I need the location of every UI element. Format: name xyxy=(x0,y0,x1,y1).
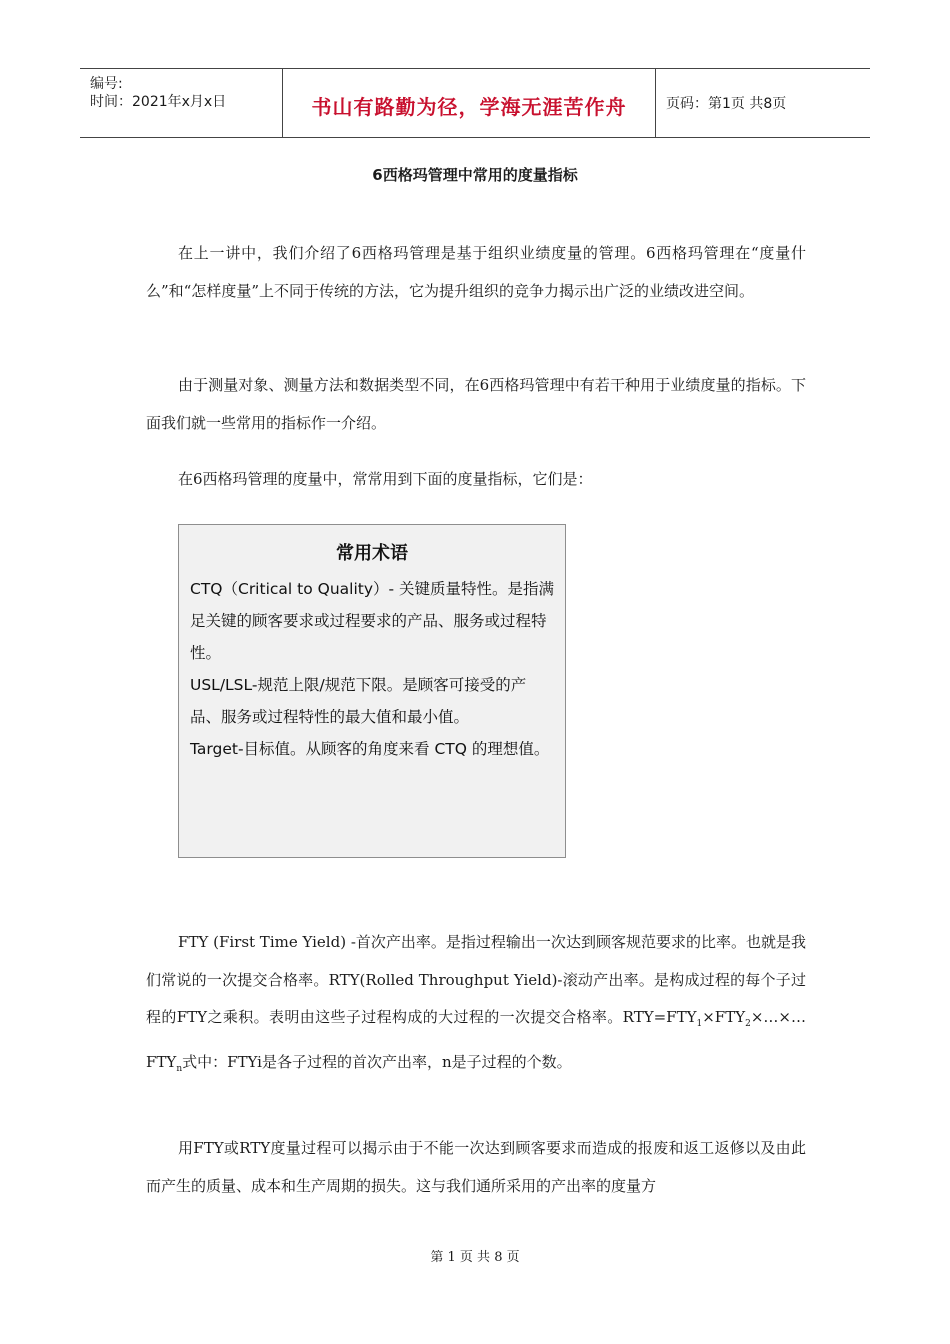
paragraph-fty-usage: 用FTY或RTY度量过程可以揭示由于不能一次达到顾客要求而造成的报废和返工返修以及由此而产生的质量、成本和生产周期的损失。这与我们通所采用的产出率的度量方 xyxy=(146,1139,806,1195)
paragraph-fty-rty xyxy=(146,924,806,1088)
term-entry-ctq: CTQ（Critical to Quality）- 关键质量特性。是指满足关键的顾客要求或过程要求的产品、服务或过程特性。 xyxy=(190,580,555,662)
terms-box-body xyxy=(190,573,556,765)
header-info-cell xyxy=(80,69,283,137)
header-motto: 书山有路勤为径，学海无涯苦作舟 xyxy=(311,95,627,119)
document-title: 6西格玛管理中常用的度量指标 xyxy=(372,166,578,184)
header-motto-cell xyxy=(283,69,656,137)
terms-box-title: 常用术语 xyxy=(336,543,408,564)
paragraph-metrics-lead: 在6西格玛管理的度量中，常常用到下面的度量指标，它们是： xyxy=(178,470,593,488)
document-number-label: 编号: xyxy=(90,76,123,92)
term-entry-usl-lsl: USL/LSL-规范上限/规范下限。是顾客可接受的产品、服务或过程特性的最大值和最小值。 xyxy=(190,676,527,726)
terms-box xyxy=(178,524,566,858)
paragraph-metrics-overview: 由于测量对象、测量方法和数据类型不同，在6西格玛管理中有若干种用于业绩度量的指标。下面我们就一些常用的指标作一介绍。 xyxy=(146,376,806,432)
fty-rty-text-b: ×FTY xyxy=(702,1008,746,1026)
page-header xyxy=(80,68,870,138)
fty-rty-text-d: 式中：FTYi是各子过程的首次产出率，n是子过程的个数。 xyxy=(182,1052,572,1071)
fty-rty-text-c: ×…×…FTY xyxy=(146,1008,806,1071)
term-entry-target: Target-目标值。从顾客的角度来看 CTQ 的理想值。 xyxy=(190,740,550,758)
page-footer: 第 1 页 共 8 页 xyxy=(430,1250,520,1265)
fty-rty-text-a: FTY (First Time Yield) -首次产出率。是指过程输出一次达到顾客规范要求的比率。也就是我们常说的一次提交合格率。RTY(Rolled Throughput Yield)-滚动产出率。是构成过程的每个子过程的FTY之乘积。表明由这些子过程构成的大过程的一次提交合格率。RTY=FTY xyxy=(146,933,806,1026)
paragraph-intro: 在上一讲中，我们介绍了6西格玛管理是基于组织业绩度量的管理。6西格玛管理在“度量什么”和“怎样度量”上不同于传统的方法，它为提升组织的竞争力揭示出广泛的业绩改进空间。 xyxy=(146,244,806,300)
subscript-n: n xyxy=(176,1063,183,1074)
subscript-2: 2 xyxy=(745,1019,751,1029)
document-time-label: 时间：2021年x月x日 xyxy=(90,94,227,110)
header-page-info: 页码：第1页 共8页 xyxy=(666,96,787,112)
header-page-cell xyxy=(656,69,870,137)
subscript-1: 1 xyxy=(696,1019,703,1029)
